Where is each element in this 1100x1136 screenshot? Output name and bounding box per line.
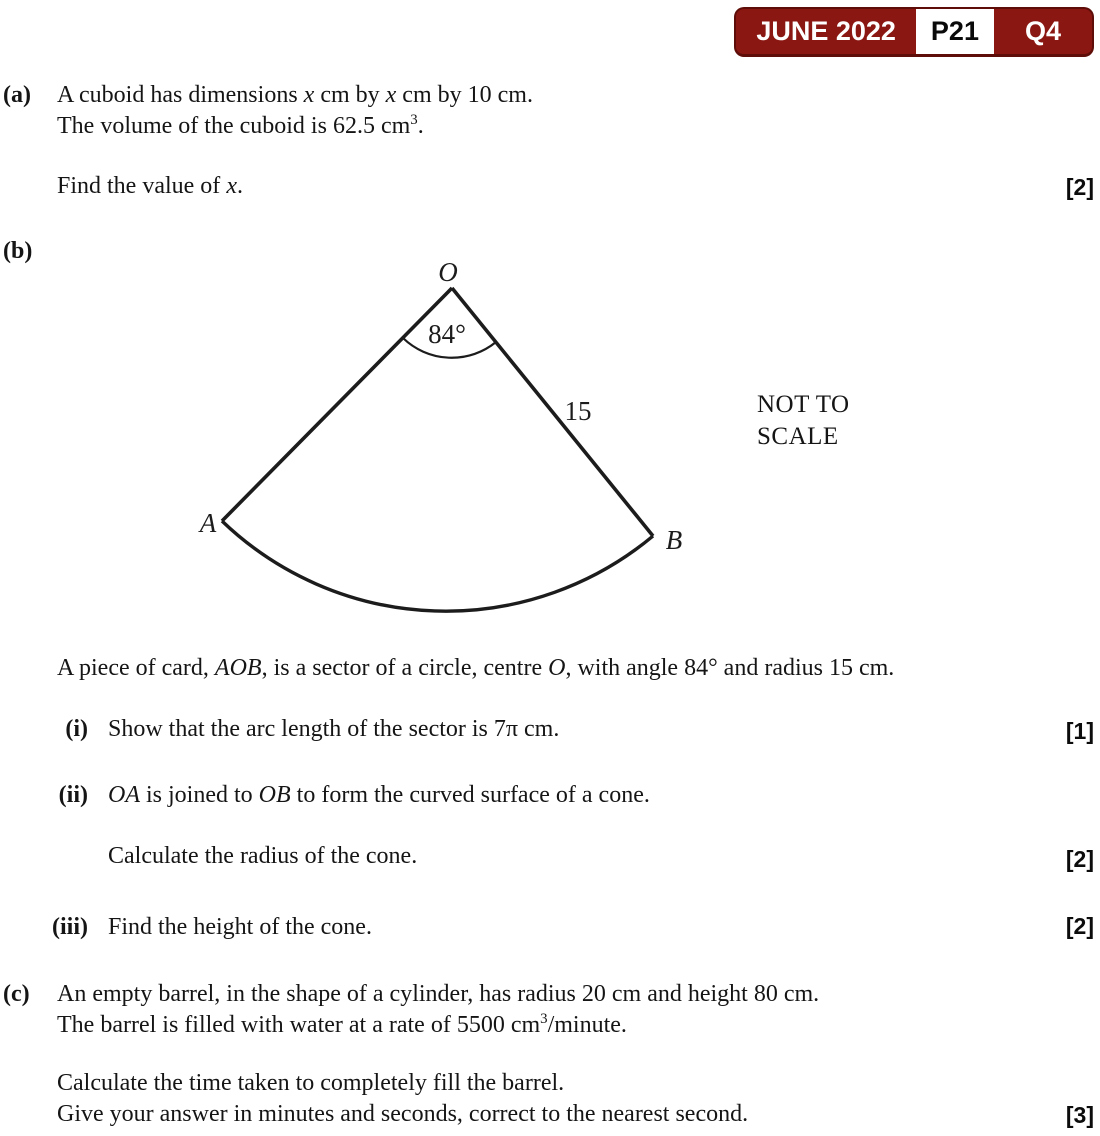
radius-15-label: 15 [564,396,592,426]
vertex-a-label: A [199,508,217,538]
item-i-marks: [1] [1065,718,1094,744]
part-a-statement-line1: A cuboid has dimensions x cm by x cm by 10 cm. [57,82,533,108]
vertex-o-label: O [438,257,458,287]
item-ii-text: OA is joined to OB to form the curved surface of a cone. [108,782,650,808]
part-c-prompt-line1: Calculate the time taken to completely fill the barrel. [57,1070,565,1096]
part-b-description: A piece of card, AOB, is a sector of a circle, centre O, with angle 84° and radius 15 cm. [57,655,895,681]
sector-arc-ab [222,521,653,611]
vertex-b-label: B [665,525,683,555]
part-c-prompt-line2: Give your answer in minutes and seconds, correct to the nearest second. [57,1101,749,1127]
not-to-scale-line1: NOT TO [757,391,850,418]
item-i-label: (i) [65,716,88,742]
badge-question-label: Q4 [1024,16,1061,46]
part-a-statement-line2: The volume of the cuboid is 62.5 $cm^3$. [57,112,424,139]
item-i-text: Show that the arc length of the sector is 7π cm. [108,716,560,742]
sector-diagram [150,255,710,633]
part-a-prompt: Find the value of x. [57,173,243,199]
radius-ob-line [452,288,653,536]
part-c-statement-line1: An empty barrel, in the shape of a cylinder, has radius 20 cm and height 80 cm. [57,981,820,1007]
badge-paper-label: P21 [916,9,994,54]
item-ii-marks: [2] [1065,846,1094,872]
part-c-label: (c) [3,981,30,1007]
radius-oa-line [222,288,452,521]
not-to-scale-note [757,389,850,453]
part-a-marks: [2] [1065,174,1094,200]
part-c-marks: [3] [1065,1102,1094,1128]
part-b-label: (b) [3,238,33,264]
item-iii-label: (iii) [52,914,88,940]
item-iii-text: Find the height of the cone. [108,914,372,940]
item-ii-label: (ii) [58,782,88,808]
badge-session-label: JUNE 2022 [756,16,896,46]
item-iii-marks: [2] [1065,913,1094,939]
item-ii-prompt: Calculate the radius of the cone. [108,843,418,869]
angle-84-label: 84° [428,319,466,349]
part-a-label: (a) [3,82,31,108]
question-badge [734,7,1094,57]
not-to-scale-line2: SCALE [757,423,839,450]
part-c-statement-line2: The barrel is filled with water at a rate of 5500 $cm^3$/minute. [57,1011,627,1038]
